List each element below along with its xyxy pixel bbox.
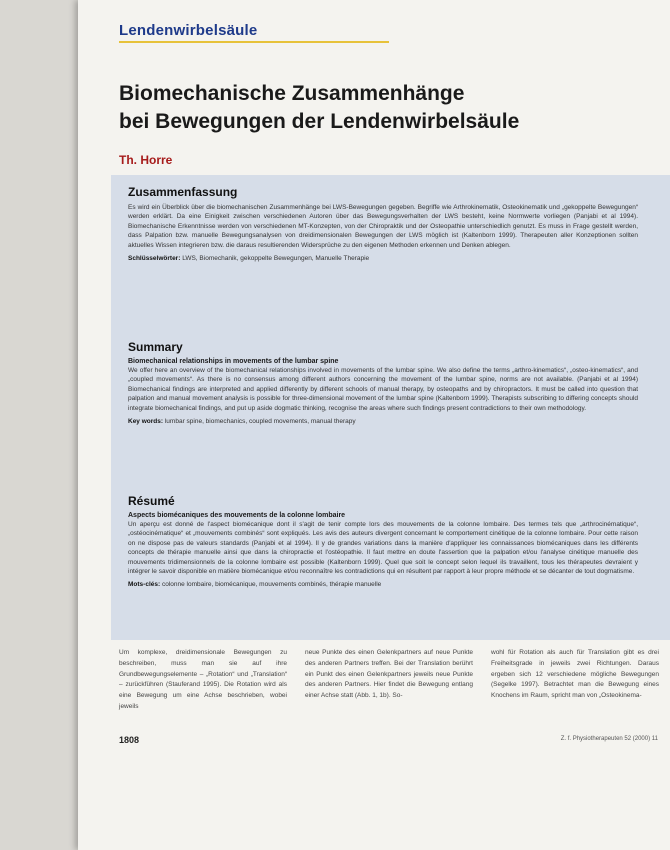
journal-page (78, 0, 670, 850)
article-title (119, 80, 639, 136)
running-head-rule (119, 41, 389, 43)
keywords-label: Schlüsselwörter: (128, 255, 181, 263)
summary-keywords (128, 417, 638, 426)
resume-heading: Résumé (128, 494, 175, 508)
title-line-1: Biomechanische Zusammenhänge (119, 82, 465, 105)
zusammenfassung-heading: Zusammenfassung (128, 185, 238, 199)
summary-section (128, 340, 638, 426)
resume-subtitle: Aspects biomécaniques des mouvements de la colonne lombaire (128, 512, 346, 519)
journal-reference: Z. f. Physiotherapeuten 52 (2000) 11 (560, 736, 658, 742)
zusammenfassung-text: Es wird ein Überblick über die biomechanischen Zusammenhänge bei LWS-Bewegungen gegeben. Begriffe wie Arthrokinematik, Osteokinematik und „gekoppelte Bewegungen“ werden erklärt. Da eine Einigkeit zwischen verschiedenen Autoren über das Bewegungsverhalten der LWS besteht, keine Normwerte vorliegen (Panjabi et al 1994). Biomechanische Erkenntnisse werden von verschiedenen MT-Konzepten, von der Chiropraktik und der Osteopathie unterschiedlich genutzt. Es muss in Frage gestellt werden, dass Palpation bzw. manuelle Bewegungsanalysen von dreidimensionalen Bewegungen der LWS möglich ist (Kaltenborn 1999). Therapeuten aller Konzeptionen sollten aktuelles Wissen integrieren bzw. die daraus resultierenden Widersprüche zu den eigenen Methoden erkennen und Denken ablegen. (128, 204, 638, 249)
zusammenfassung-section (128, 185, 638, 263)
resume-keywords (128, 580, 638, 589)
keywords-text: lumbar spine, biomechanics, coupled movements, manual therapy (164, 418, 356, 426)
title-line-2: bei Bewegungen der Lendenwirbelsäule (119, 110, 520, 133)
page-number: 1808 (119, 735, 140, 745)
body-column-1: Um komplexe, dreidimensionale Bewegungen zu beschreiben, muss man sie auf ihre Grundbewegungselemente – „Rotation“ und „Translation“ – zurückführen (Stauferand 1995). Die Rotation wird als eine Bewegung um eine Achse beschrieben, wobei jeweils (119, 649, 287, 710)
author: Th. Horre (119, 153, 173, 167)
running-head (119, 22, 257, 39)
resume-text: Un aperçu est donné de l'aspect biomécanique dont il s'agit de tenir compte lors des mouvements de la colonne lombaire. Des termes tels que „arthrocinématique“, „ostéocinématique“ et „mouvements combinés“ sont expliqués. Les avis des auteurs divergent concernant le comportement cinétique de la colonne lombaire. Pour cette raison on ne dispose pas de valeurs standards (Panjabi et al 1994). Il y de grandes variations dans la manière d'appliquer les connaissances biomécaniques dans les différents concepts de thérapie manuelle ainsi que dans la chiropractie et l'ostéopathie. Il faut mettre en doute l'assertion que la palpation et/ou l'analyse cinétique manuelle des mouvements tridimensionnels de la colonne lombaire est possible (Kaltenborn 1999). Quel que soit le concept selon lequel ils travaillent, tous les thérapeutes devraient y intégrer le savoir disponible en matière biomécanique et/ou reconnaître les contradictions qui en résultent par rapport à leur propre méthode et se décanter de tout dogmatisme. (128, 521, 638, 576)
summary-text: We offer here an overview of the biomechanical relationships involved in movements of the lumbar spine. We also define the terms „arthro-kinematics“, „osteo-kinematics“, and „coupled movements“. As there is no consensus among different authors concerning the movement of the lumbar spine, norms are not available. (Panjabi et al 1994) Biomechanical findings are interpreted and applied differently by different schools of manual therapy, by osteopaths and by chiropractors. It must be called into question that palpation and manual movement analysis is possible for three-dimensional movement of the lumbar spine (Kaltenborn 1999). Therapists subscribing to differing concepts should integrate biomechanical findings, and put up aside dogmatic thinking, recognise the areas where such findings present contradictions to their own methodology. (128, 367, 638, 412)
resume-section (128, 494, 638, 589)
body-column-3: wohl für Rotation als auch für Translation gibt es drei Freiheitsgrade in jeweils zwei Richtungen. Daraus ergeben sich 12 verschiedene mögliche Bewegungen (Segelke 1997). Betrachtet man die Bewegung eines Knochens im Raum, spricht man von „Osteokinema- (491, 649, 659, 700)
running-head-text: Lendenwirbelsäule (119, 22, 258, 39)
body-text (119, 648, 659, 738)
summary-subtitle: Biomechanical relationships in movements of the lumbar spine (128, 358, 339, 365)
body-column-2: neue Punkte des einen Gelenkpartners auf neue Punkte des anderen Partners treffen. Bei der Translation berührt ein Punkt des einen Gelenkpartners jeweils neue Punkte des anderen Partners. Hier findet die Bewegung entlang einer Achse statt (Abb. 1, 1b). So- (305, 649, 473, 700)
summary-heading: Summary (128, 340, 183, 354)
zusammenfassung-keywords (128, 254, 638, 263)
keywords-text: colonne lombaire, biomécanique, mouvements combinés, thérapie manuelle (161, 581, 382, 589)
keywords-label: Mots-clés: (128, 581, 161, 589)
keywords-label: Key words: (128, 418, 164, 426)
keywords-text: LWS, Biomechanik, gekoppelte Bewegungen, Manuelle Therapie (182, 255, 370, 263)
